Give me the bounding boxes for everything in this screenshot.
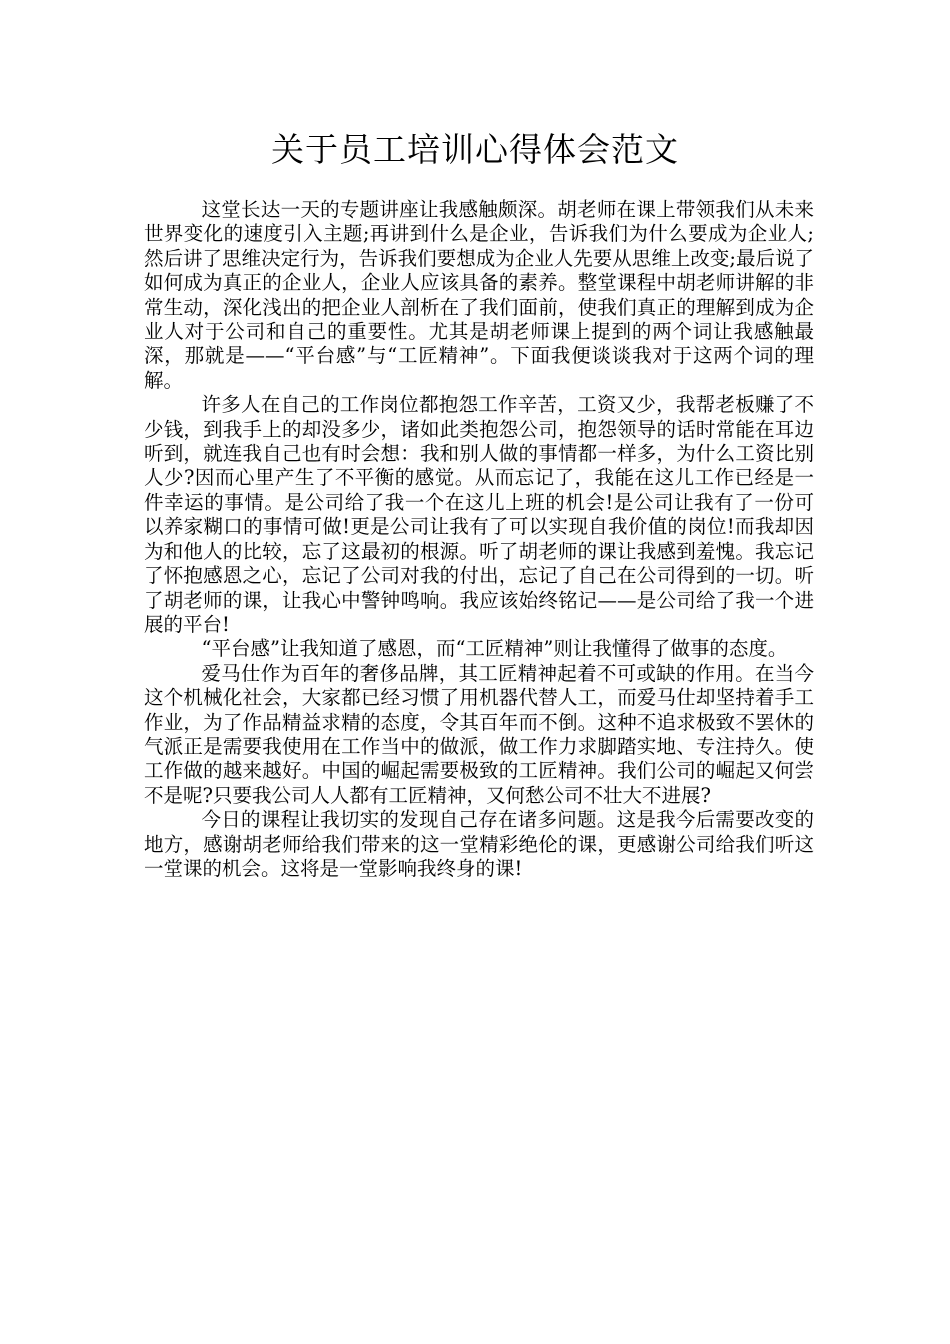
- paragraph-conclusion: 今日的课程让我切实的发现自己存在诸多问题。这是我今后需要改变的地方，感谢胡老师给我们带来的这一堂精彩绝伦的课，更感谢公司给我们听这一堂课的机会。这将是一堂影响我终身的课!: [144, 808, 814, 880]
- document-title: 关于员工培训心得体会范文: [271, 130, 679, 169]
- paragraph-craftsman-spirit: 爱马仕作为百年的奢侈品牌，其工匠精神起着不可或缺的作用。在当今这个机械化社会，大家都已经习惯了用机器代替人工，而爱马仕却坚持着手工作业，为了作品精益求精的态度，令其百年而不倒。这种不追求极致不罢休的气派正是需要我使用在工作当中的做派，做工作力求脚踏实地、专注持久。使工作做的越来越好。中国的崛起需要极致的工匠精神。我们公司的崛起又何尝不是呢?只要我公司人人都有工匠精神，又何愁公司不壮大不进展?: [144, 661, 814, 807]
- paragraph-platform-sense: 许多人在自己的工作岗位都抱怨工作辛苦，工资又少，我帮老板赚了不少钱，到我手上的却没多少，诸如此类抱怨公司，抱怨领导的话时常能在耳边听到，就连我自己也有时会想：我和别人做的事情都一样多，为什么工资比别人少?因而心里产生了不平衡的感觉。从而忘记了，我能在这儿工作已经是一件幸运的事情。是公司给了我一个在这儿上班的机会!是公司让我有了一份可以养家糊口的事情可做!更是公司让我有了可以实现自我价值的岗位!而我却因为和他人的比较，忘了这最初的根源。听了胡老师的课让我感到羞愧。我忘记了怀抱感恩之心，忘记了公司对我的付出，忘记了自己在公司得到的一切。听了胡老师的课，让我心中警钟鸣响。我应该始终铭记——是公司给了我一个进展的平台!: [144, 393, 814, 636]
- paragraph-intro: 这堂长达一天的专题讲座让我感触颇深。胡老师在课上带领我们从未来世界变化的速度引入主题;再讲到什么是企业，告诉我们为什么要成为企业人;然后讲了思维决定行为，告诉我们要想成为企业人先要从思维上改变;最后说了如何成为真正的企业人，企业人应该具备的素养。整堂课程中胡老师讲解的非常生动，深化浅出的把企业人剖析在了我们面前，使我们真正的理解到成为企业人对于公司和自己的重要性。尤其是胡老师课上提到的两个词让我感触最深，那就是——“平台感”与“工匠精神”。下面我便谈谈我对于这两个词的理解。: [144, 198, 814, 392]
- paragraph-transition: “平台感”让我知道了感恩，而“工匠精神”则让我懂得了做事的态度。: [201, 637, 788, 661]
- document-body: [144, 198, 814, 881]
